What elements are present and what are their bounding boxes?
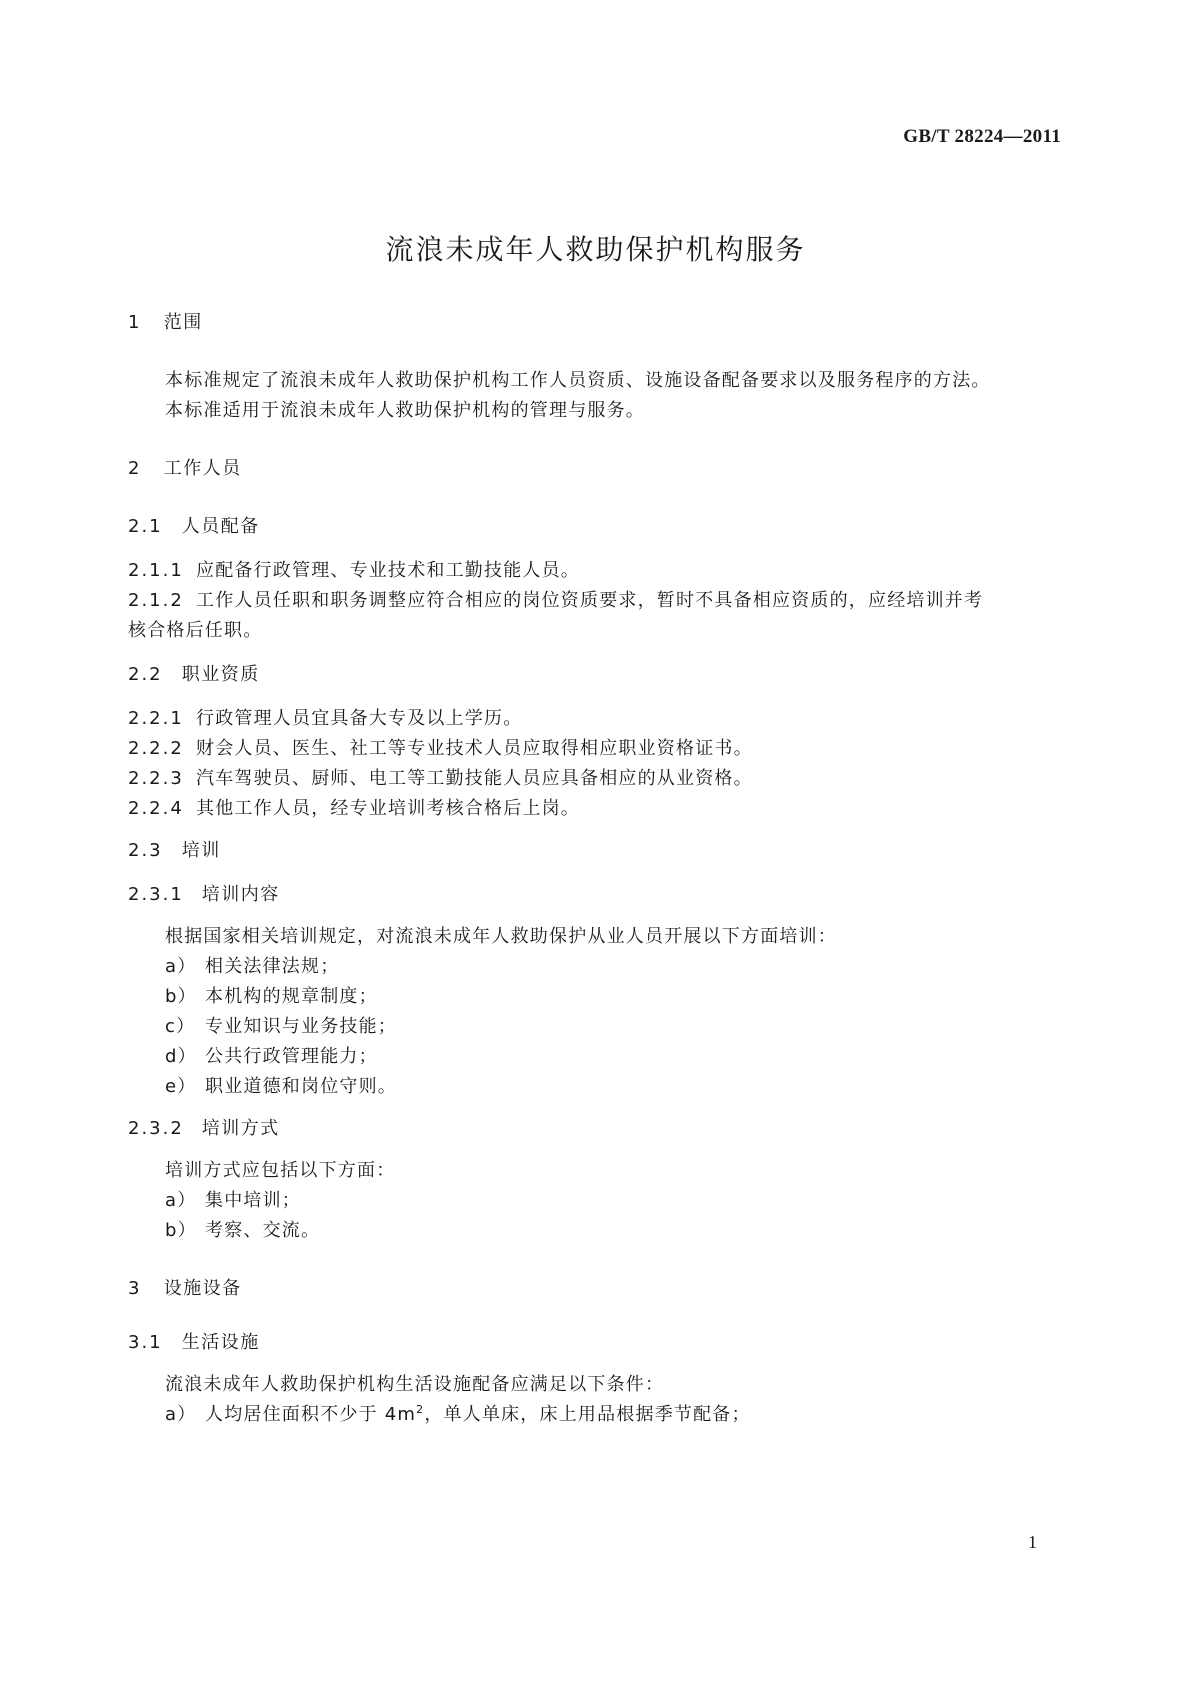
paragraph: 本标准规定了流浪未成年人救助保护机构工作人员资质、设施设备配备要求以及服务程序的方法。 (165, 370, 991, 391)
standard-number: GB/T 28224—2011 (903, 126, 1061, 147)
list-item: b） 本机构的规章制度； (165, 986, 378, 1007)
clause-2-1-2: 2.1.2 工作人员任职和职务调整应符合相应的岗位资质要求，暂时不具备相应资质的，应经培训并考 (128, 590, 984, 611)
paragraph: 本标准适用于流浪未成年人救助保护机构的管理与服务。 (165, 400, 645, 421)
section-number: 3 (128, 1278, 142, 1299)
clause-2-2-2: 2.2.2 财会人员、医生、社工等专业技术人员应取得相应职业资格证书。 (128, 738, 753, 759)
section-3-heading (128, 1274, 242, 1300)
list-item: c） 专业知识与业务技能； (165, 1016, 397, 1037)
subsection-number: 2.3 (128, 840, 163, 861)
document-title: 流浪未成年人救助保护机构服务 (385, 233, 806, 266)
subsection-2-3-heading (128, 836, 221, 862)
clause-2-1-2-continuation: 核合格后任职。 (128, 620, 263, 641)
section-title: 工作人员 (163, 458, 242, 479)
paragraph: 培训方式应包括以下方面： (165, 1160, 396, 1181)
section-title: 设施设备 (163, 1278, 242, 1299)
section-2-heading (128, 454, 242, 480)
paragraph: 流浪未成年人救助保护机构生活设施配备应满足以下条件： (165, 1374, 665, 1395)
list-item: a） 人均居住面积不少于 $4m^2$，单人单床，床上用品根据季节配备； (165, 1403, 751, 1425)
clause-2-2-1: 2.2.1 行政管理人员宜具备大专及以上学历。 (128, 708, 523, 729)
subsection-number: 2.3.1 (128, 884, 184, 905)
clause-2-2-3: 2.2.3 汽车驾驶员、厨师、电工等工勤技能人员应具备相应的从业资格。 (128, 768, 753, 789)
subsection-title: 生活设施 (181, 1332, 260, 1353)
subsection-title: 培训方式 (201, 1118, 280, 1139)
list-item: a） 相关法律法规； (165, 956, 340, 977)
subsection-title: 职业资质 (181, 664, 260, 685)
page-number: 1 (1028, 1532, 1037, 1552)
list-item: d） 公共行政管理能力； (165, 1046, 378, 1067)
clause-2-2-4: 2.2.4 其他工作人员，经专业培训考核合格后上岗。 (128, 798, 580, 819)
subsection-title: 培训内容 (201, 884, 280, 905)
subsection-2-3-1-heading (128, 880, 280, 906)
subsection-title: 培训 (181, 840, 221, 861)
subsection-number: 3.1 (128, 1332, 163, 1353)
clause-2-1-1: 2.1.1 应配备行政管理、专业技术和工勤技能人员。 (128, 560, 580, 581)
subsection-2-1-heading (128, 512, 260, 538)
list-item: e） 职业道德和岗位守则。 (165, 1076, 397, 1097)
subsection-number: 2.2 (128, 664, 163, 685)
paragraph: 根据国家相关培训规定，对流浪未成年人救助保护从业人员开展以下方面培训： (165, 926, 837, 947)
subsection-3-1-heading (128, 1328, 260, 1354)
section-1-heading (128, 308, 203, 334)
subsection-title: 人员配备 (181, 516, 260, 537)
subsection-2-3-2-heading (128, 1114, 280, 1140)
section-number: 2 (128, 458, 142, 479)
section-title: 范围 (163, 312, 203, 333)
subsection-number: 2.3.2 (128, 1118, 184, 1139)
subsection-number: 2.1 (128, 516, 163, 537)
subsection-2-2-heading (128, 660, 260, 686)
list-item: b） 考察、交流。 (165, 1220, 321, 1241)
list-item: a） 集中培训； (165, 1190, 301, 1211)
section-number: 1 (128, 312, 142, 333)
